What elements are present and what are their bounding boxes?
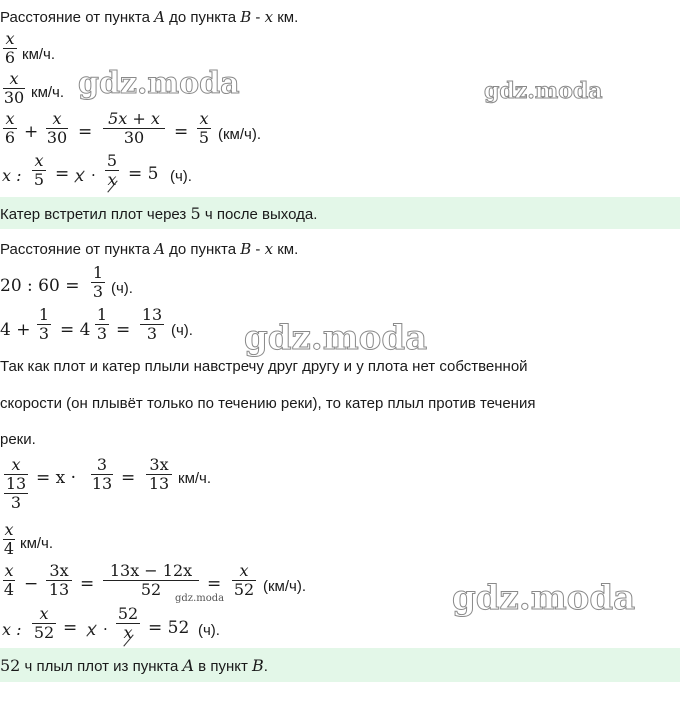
cancelled-x: x <box>75 166 85 185</box>
paragraph-line-3: реки. <box>0 431 36 448</box>
dot: · <box>91 166 96 184</box>
cancelled-x: x <box>87 620 97 639</box>
var-x: x <box>264 240 274 258</box>
point-b: B <box>240 240 252 258</box>
unit: км/ч. <box>31 84 65 101</box>
text: до пункта <box>164 241 241 258</box>
text: - <box>251 9 265 26</box>
fraction: 52 x <box>117 604 139 642</box>
text: Катер встретил плот через <box>0 206 191 223</box>
text: ч плыл плот из пункта <box>20 658 183 675</box>
unit: (ч). <box>171 322 193 339</box>
distance-line-2 <box>0 240 298 258</box>
equals: = <box>80 574 95 594</box>
number: 52 <box>0 656 21 675</box>
fraction: 1 3 <box>38 305 50 343</box>
fraction: x 6 <box>4 109 16 147</box>
unit: (км/ч). <box>263 578 307 595</box>
unit: (ч). <box>111 280 133 297</box>
fraction: 3x 13 <box>145 456 173 493</box>
fraction: 5 x <box>106 151 118 189</box>
fraction: 3x 13 <box>45 562 73 599</box>
text: до пункта <box>164 9 241 26</box>
fraction-complex: x 13 3 <box>5 455 27 512</box>
minus: − <box>24 574 39 594</box>
point-a: A <box>154 240 165 258</box>
fraction: x 4 <box>3 561 15 599</box>
unit: (ч). <box>198 622 220 639</box>
equals: = <box>116 320 131 340</box>
watermark: gdz.moda <box>452 578 636 618</box>
point-a: A <box>154 8 165 26</box>
watermark: gdz.moda <box>244 318 428 358</box>
dot: · <box>103 620 108 638</box>
distance-line-1 <box>0 8 298 26</box>
fraction-1-3: 1 3 <box>92 263 104 301</box>
unit: км/ч. <box>20 535 54 552</box>
expression: 20 : 60 = <box>0 276 80 296</box>
var-x: x : <box>2 620 22 639</box>
fraction-x-6: x 6 <box>4 29 16 67</box>
text: в пункт <box>194 658 252 675</box>
number: 5 <box>190 204 201 223</box>
equals: = <box>207 574 222 594</box>
point-b: B <box>252 656 264 675</box>
var-x: x <box>264 8 274 26</box>
equals: = <box>63 618 78 638</box>
fraction: x 52 <box>233 561 255 599</box>
fraction: 13x − 12x 52 <box>102 562 200 599</box>
fraction-x-30: x 30 <box>3 69 25 107</box>
result: = 52 <box>148 618 190 638</box>
expression: = x · <box>36 468 77 488</box>
text: . <box>263 658 268 675</box>
watermark: gdz.moda <box>78 66 240 101</box>
paragraph-line-1: Так как плот и катер плыли навстречу друг другу и у плота нет собственной <box>0 358 528 375</box>
plus: + <box>24 122 39 142</box>
text: км. <box>273 241 299 258</box>
answer-2 <box>0 656 268 675</box>
fraction: 5x + x 30 <box>102 110 166 147</box>
fraction: x 30 <box>46 109 68 147</box>
watermark: gdz.moda <box>175 593 225 604</box>
point-a: A <box>182 656 195 675</box>
paragraph-line-2: скорости (он плывёт только по течению реки), то катер плыл против течения <box>0 395 536 412</box>
fraction-x-4: x 4 <box>3 520 15 558</box>
expression: 4 + <box>0 320 31 340</box>
unit: (км/ч). <box>218 126 262 143</box>
watermark: gdz.moda <box>484 78 603 104</box>
text: ч после выхода. <box>200 206 318 223</box>
equals: = <box>121 468 136 488</box>
text: - <box>251 241 265 258</box>
fraction: x 5 <box>33 151 45 189</box>
answer-1 <box>0 204 317 223</box>
fraction: x 52 <box>33 604 55 642</box>
unit: км/ч. <box>178 470 212 487</box>
text: км. <box>273 9 299 26</box>
var-x: x : <box>2 166 22 185</box>
unit: (ч). <box>170 168 192 185</box>
text: Расстояние от пункта <box>0 9 155 26</box>
unit: км/ч. <box>22 46 56 63</box>
text: Расстояние от пункта <box>0 241 155 258</box>
result: = 5 <box>128 164 159 184</box>
fraction: 3 13 <box>91 455 113 493</box>
fraction: 13 3 <box>141 305 163 343</box>
fraction: x 5 <box>198 109 210 147</box>
equals: = <box>174 122 189 142</box>
fraction: 1 3 <box>96 305 108 343</box>
equals: = 4 <box>60 320 91 340</box>
equals: = <box>78 122 93 142</box>
equals: = <box>55 164 70 184</box>
point-b: B <box>240 8 252 26</box>
